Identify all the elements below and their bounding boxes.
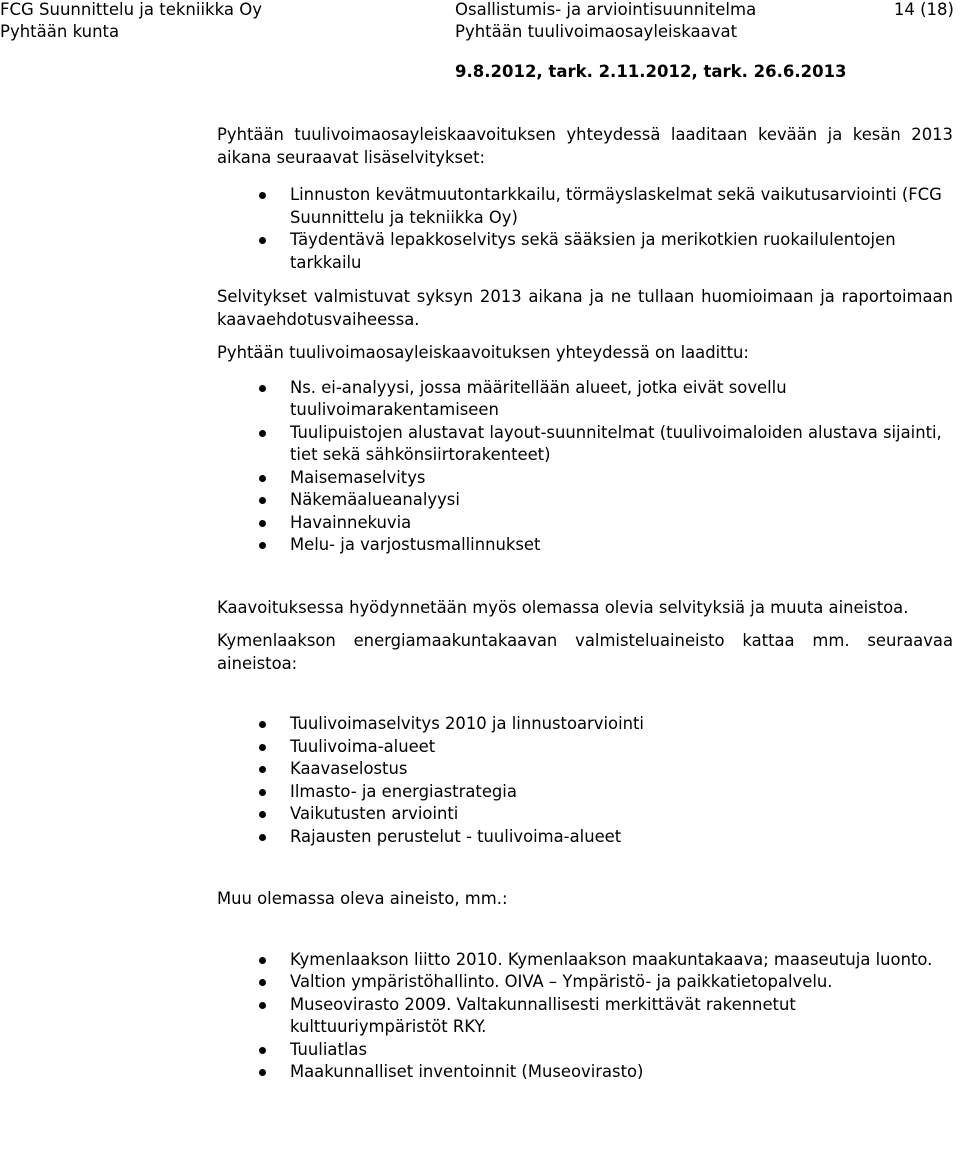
list-item: Kymenlaakson liitto 2010. Kymenlaakson maakuntakaava; maaseutuja luonto. bbox=[217, 949, 953, 972]
list-item: Täydentävä lepakkoselvitys sekä sääksien ja merikotkien ruokailulentojen tarkkailu bbox=[217, 229, 953, 274]
list-item: Tuulipuistojen alustavat layout-suunnitelmat (tuulivoimaloiden alustava sijainti, tiet sekä sähkönsiirtorakenteet) bbox=[217, 422, 953, 467]
other-material-heading: Muu olemassa oleva aineisto, mm.: bbox=[217, 889, 508, 908]
list-item: Kaavaselostus bbox=[217, 758, 953, 781]
header-doc-title: Osallistumis- ja arviointisuunnitelma bbox=[455, 0, 757, 19]
list-item: Maisemaselvitys bbox=[217, 467, 953, 490]
list-item: Näkemäalueanalyysi bbox=[217, 489, 953, 512]
list-item: Ilmasto- ja energiastrategia bbox=[217, 781, 953, 804]
list-item: Linnuston kevätmuutontarkkailu, törmäyslaskelmat sekä vaikutusarviointi (FCG Suunnittelu ja tekniikka Oy) bbox=[217, 184, 953, 229]
header-company: FCG Suunnittelu ja tekniikka Oy bbox=[0, 0, 262, 19]
list-item: Ns. ei-analyysi, jossa määritellään alueet, jotka eivät sovellu tuulivoimarakentamiseen bbox=[217, 377, 953, 422]
completion-paragraph: Selvitykset valmistuvat syksyn 2013 aikana ja ne tullaan huomioimaan ja raportoimaan kaavaehdotusvaiheessa. bbox=[217, 287, 953, 329]
list-item: Valtion ympäristöhallinto. OIVA – Ympäristö- ja paikkatietopalvelu. bbox=[217, 971, 953, 994]
header-page-number: 14 (18) bbox=[893, 0, 954, 19]
energy-plan-list bbox=[217, 713, 953, 848]
prepared-heading: Pyhtään tuulivoimaosayleiskaavoituksen yhteydessä on laadittu: bbox=[217, 343, 749, 362]
list-item: Vaikutusten arviointi bbox=[217, 803, 953, 826]
header-dates: 9.8.2012, tark. 2.11.2012, tark. 26.6.2013 bbox=[455, 62, 847, 81]
list-item: Tuulivoimaselvitys 2010 ja linnustoarviointi bbox=[217, 713, 953, 736]
other-material-list bbox=[217, 949, 953, 1084]
list-item: Havainnekuvia bbox=[217, 512, 953, 535]
header-municipality: Pyhtään kunta bbox=[0, 22, 120, 41]
header-project: Pyhtään tuulivoimaosayleiskaavat bbox=[455, 22, 738, 41]
additional-studies-list bbox=[217, 184, 953, 274]
list-item: Melu- ja varjostusmallinnukset bbox=[217, 534, 953, 557]
existing-studies-paragraph: Kaavoituksessa hyödynnetään myös olemassa olevia selvityksiä ja muuta aineistoa. bbox=[217, 597, 909, 617]
prepared-list bbox=[217, 377, 953, 557]
document-body bbox=[217, 124, 953, 1084]
list-item: Rajausten perustelut - tuulivoima-alueet bbox=[217, 826, 953, 849]
list-item: Tuuliatlas bbox=[217, 1039, 953, 1062]
intro-paragraph: Pyhtään tuulivoimaosayleiskaavoituksen yhteydessä laaditaan kevään ja kesän 2013 aikana seuraavat lisäselvitykset: bbox=[217, 125, 953, 167]
energy-plan-paragraph: Kymenlaakson energiamaakuntakaavan valmisteluaineisto kattaa mm. seuraavaa aineistoa: bbox=[217, 631, 953, 673]
list-item: Tuulivoima-alueet bbox=[217, 736, 953, 759]
list-item: Maakunnalliset inventoinnit (Museovirasto) bbox=[217, 1061, 953, 1084]
list-item: Museovirasto 2009. Valtakunnallisesti merkittävät rakennetut kulttuuriympäristöt RKY. bbox=[217, 994, 953, 1039]
